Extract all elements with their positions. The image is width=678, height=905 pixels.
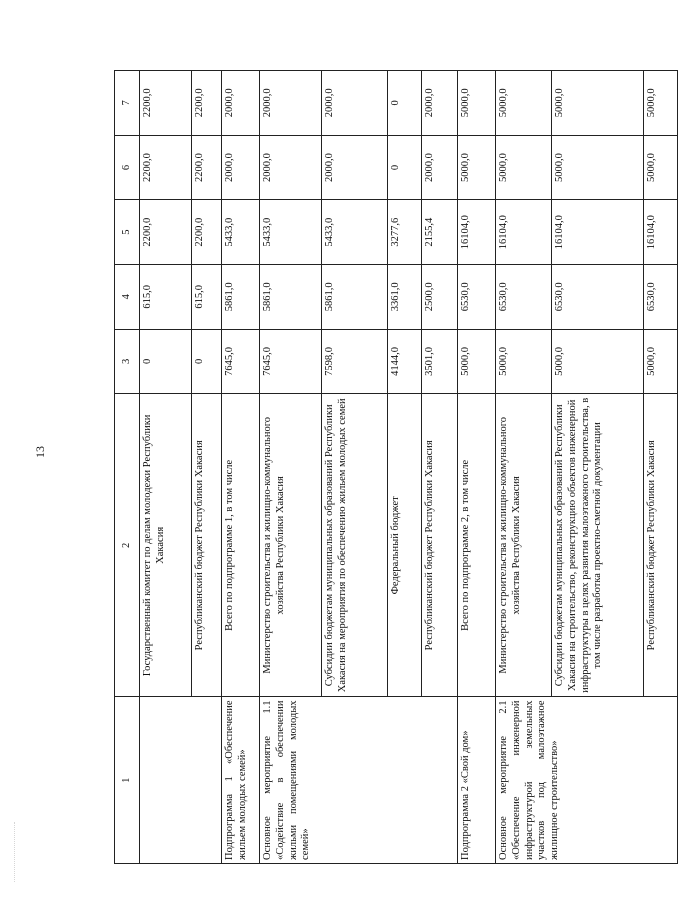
value-cell: 7598,0 [322, 329, 388, 394]
header-row [115, 71, 140, 864]
source-description-cell: Субсидии бюджетам муниципальных образований Республики Хакасия на мероприятия по обеспечению жильем молодых семей [322, 394, 388, 697]
value-cell: 5000,0 [458, 71, 496, 136]
header-cell: 1 [115, 697, 140, 864]
source-description-cell: Министерство строительства и жилищно-коммунального хозяйства Республики Хакасия [496, 394, 552, 697]
value-cell: 5000,0 [552, 135, 644, 200]
value-cell: 5861,0 [322, 264, 388, 329]
source-description-cell: Республиканский бюджет Республики Хакасия [422, 394, 458, 697]
value-cell: 6530,0 [644, 264, 678, 329]
value-cell: 5000,0 [644, 329, 678, 394]
header-cell: 4 [115, 264, 140, 329]
value-cell: 5000,0 [458, 135, 496, 200]
value-cell: 2000,0 [422, 135, 458, 200]
value-cell: 5000,0 [496, 329, 552, 394]
source-description-cell: Субсидии бюджетам муниципальных образований Республики Хакасия на строительство, реконструкцию объектов инженерной инфраструктуры в целях развития малоэтажного строительства, в том числе разработка проектно-сметной документации [552, 394, 644, 697]
value-cell: 0 [140, 329, 192, 394]
value-cell: 16104,0 [496, 200, 552, 265]
header-cell: 7 [115, 71, 140, 136]
table-row [140, 71, 192, 864]
value-cell: 2000,0 [260, 135, 322, 200]
budget-table [114, 70, 678, 864]
value-cell: 5861,0 [260, 264, 322, 329]
value-cell: 0 [192, 329, 222, 394]
value-cell: 5000,0 [496, 71, 552, 136]
value-cell: 5000,0 [496, 135, 552, 200]
value-cell: 16104,0 [552, 200, 644, 265]
value-cell: 16104,0 [644, 200, 678, 265]
header-cell: 2 [115, 394, 140, 697]
source-description-cell: Министерство строительства и жилищно-коммунального хозяйства Республики Хакасия [260, 394, 322, 697]
value-cell: 5433,0 [322, 200, 388, 265]
value-cell: 2200,0 [192, 71, 222, 136]
value-cell: 5433,0 [222, 200, 260, 265]
program-name-cell: Основное мероприятие 2.1 «Обеспечение инженерной инфраструктурой земельных участков под малоэтажное жилищное строительство» [496, 697, 678, 864]
source-description-cell: Всего по подпрограмме 1, в том числе [222, 394, 260, 697]
scan-artifact [14, 822, 31, 882]
header-cell: 3 [115, 329, 140, 394]
source-description-cell: Государственный комитет по делам молодежи Республики Хакасия [140, 394, 192, 697]
program-name-cell [140, 697, 222, 864]
value-cell: 615,0 [192, 264, 222, 329]
value-cell: 3277,6 [388, 200, 422, 265]
value-cell: 5000,0 [644, 135, 678, 200]
value-cell: 7645,0 [260, 329, 322, 394]
value-cell: 2155,4 [422, 200, 458, 265]
value-cell: 2200,0 [140, 71, 192, 136]
value-cell: 3361,0 [388, 264, 422, 329]
rotated-table-container [114, 70, 657, 864]
value-cell: 2000,0 [322, 71, 388, 136]
program-name-cell: Основное мероприятие 1.1 «Содействие в обеспечении жильми помещениями молодых семей» [260, 697, 458, 864]
source-description-cell: Всего по подпрограмме 2, в том числе [458, 394, 496, 697]
source-description-cell: Республиканский бюджет Республики Хакасия [192, 394, 222, 697]
header-cell: 6 [115, 135, 140, 200]
value-cell: 2200,0 [140, 200, 192, 265]
value-cell: 3501,0 [422, 329, 458, 394]
value-cell: 5861,0 [222, 264, 260, 329]
page-number: 13 [33, 446, 47, 458]
value-cell: 16104,0 [458, 200, 496, 265]
value-cell: 6530,0 [496, 264, 552, 329]
source-description-cell: Республиканский бюджет Республики Хакасия [644, 394, 678, 697]
value-cell: 4144,0 [388, 329, 422, 394]
program-name-cell: Подпрограмма 2 «Свой дом» [458, 697, 496, 864]
value-cell: 2200,0 [140, 135, 192, 200]
value-cell: 5000,0 [644, 71, 678, 136]
value-cell: 6530,0 [552, 264, 644, 329]
value-cell: 2000,0 [222, 71, 260, 136]
table-row [260, 71, 322, 864]
value-cell: 5000,0 [552, 329, 644, 394]
table-row [222, 71, 260, 864]
value-cell: 2000,0 [422, 71, 458, 136]
value-cell: 2500,0 [422, 264, 458, 329]
value-cell: 2200,0 [192, 135, 222, 200]
value-cell: 5000,0 [552, 71, 644, 136]
table-row [496, 71, 552, 864]
value-cell: 2000,0 [222, 135, 260, 200]
value-cell: 2000,0 [322, 135, 388, 200]
value-cell: 2200,0 [192, 200, 222, 265]
header-cell: 5 [115, 200, 140, 265]
value-cell: 5000,0 [458, 329, 496, 394]
value-cell: 5433,0 [260, 200, 322, 265]
source-description-cell: Федеральный бюджет [388, 394, 422, 697]
table-row [458, 71, 496, 864]
value-cell: 615,0 [140, 264, 192, 329]
program-name-cell: Подпрограмма 1 «Обеспечение жильем молодых семей» [222, 697, 260, 864]
value-cell: 0 [388, 135, 422, 200]
value-cell: 7645,0 [222, 329, 260, 394]
value-cell: 2000,0 [260, 71, 322, 136]
value-cell: 0 [388, 71, 422, 136]
value-cell: 6530,0 [458, 264, 496, 329]
